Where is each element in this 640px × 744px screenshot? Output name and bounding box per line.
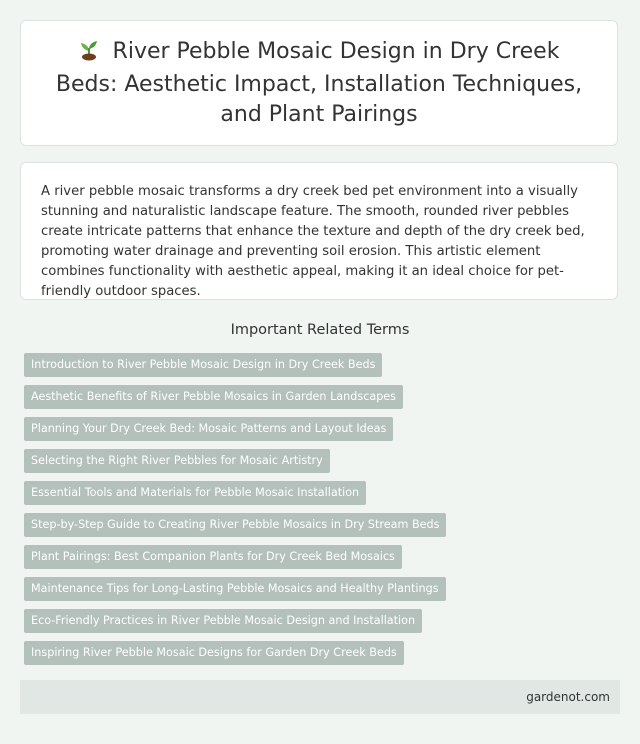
related-term-link[interactable]: Inspiring River Pebble Mosaic Designs for Garden Dry Creek Beds bbox=[24, 641, 404, 665]
title-card bbox=[20, 20, 618, 146]
related-term-link[interactable]: Essential Tools and Materials for Pebble Mosaic Installation bbox=[24, 481, 366, 505]
page-title bbox=[45, 37, 593, 130]
footer-site-link[interactable]: gardenot.com bbox=[526, 690, 610, 704]
related-term-link[interactable]: Planning Your Dry Creek Bed: Mosaic Patterns and Layout Ideas bbox=[24, 417, 393, 441]
footer bbox=[20, 680, 620, 714]
intro-paragraph: A river pebble mosaic transforms a dry creek bed pet environment into a visually stunning and naturalistic landscape feature. The smooth, rounded river pebbles create intricate patterns that enhance the texture and depth of the dry creek bed, promoting water drainage and preventing soil erosion. This artistic element combines functionality with aesthetic appeal, making it an ideal choice for pet-friendly outdoor spaces. bbox=[41, 184, 585, 299]
related-terms-list bbox=[24, 353, 624, 673]
related-term-link[interactable]: Introduction to River Pebble Mosaic Design in Dry Creek Beds bbox=[24, 353, 382, 377]
related-term-link[interactable]: Eco-Friendly Practices in River Pebble Mosaic Design and Installation bbox=[24, 609, 422, 633]
intro-card bbox=[20, 162, 618, 300]
related-term-link[interactable]: Aesthetic Benefits of River Pebble Mosaics in Garden Landscapes bbox=[24, 385, 403, 409]
related-term-link[interactable]: Step-by-Step Guide to Creating River Pebble Mosaics in Dry Stream Beds bbox=[24, 513, 446, 537]
page-title-text: River Pebble Mosaic Design in Dry Creek Beds: Aesthetic Impact, Installation Techniques, and Plant Pairings bbox=[55, 38, 583, 127]
sprout-icon bbox=[79, 39, 99, 70]
related-terms-heading: Important Related Terms bbox=[230, 322, 410, 338]
related-term-link[interactable]: Selecting the Right River Pebbles for Mosaic Artistry bbox=[24, 449, 330, 473]
related-term-link[interactable]: Plant Pairings: Best Companion Plants for Dry Creek Bed Mosaics bbox=[24, 545, 402, 569]
related-term-link[interactable]: Maintenance Tips for Long-Lasting Pebble Mosaics and Healthy Plantings bbox=[24, 577, 446, 601]
